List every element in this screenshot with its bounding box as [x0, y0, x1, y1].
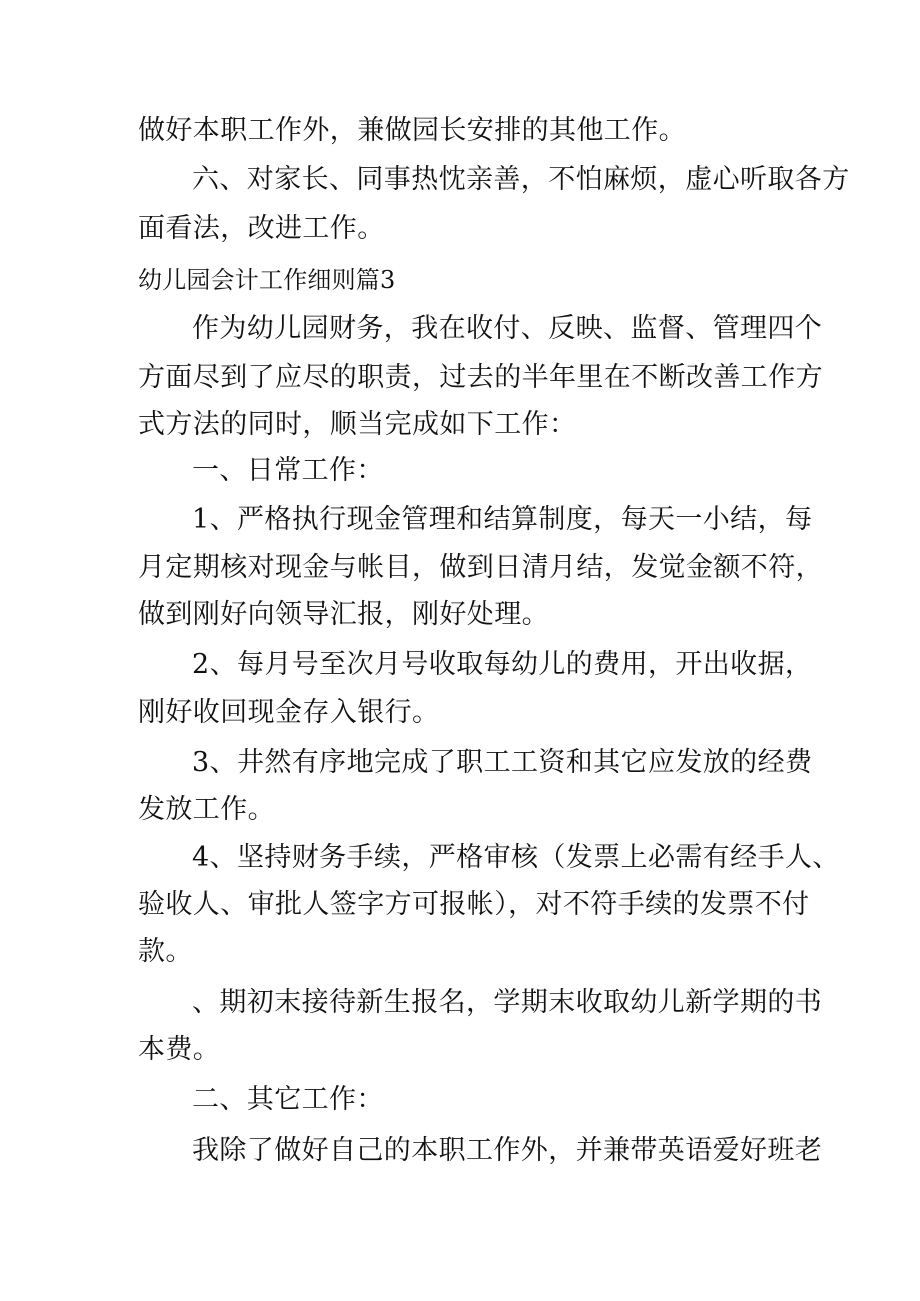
text-line: 款。 — [138, 936, 193, 967]
section-heading: 幼儿园会计工作细则篇3 — [138, 266, 396, 294]
text-line: 4、坚持财务手续，严格审核（发票上必需有经手人、 — [192, 842, 840, 873]
text-line: 作为幼儿园财务，我在收付、反映、监督、管理四个 — [192, 313, 823, 344]
text-line: 式方法的同时，顺当完成如下工作： — [138, 409, 577, 440]
text-line: 1、严格执行现金管理和结算制度，每天一小结，每 — [192, 504, 813, 535]
text-line: 3、井然有序地完成了职工工资和其它应发放的经费 — [192, 747, 813, 778]
text-line: 方面尽到了应尽的职责，过去的半年里在不断改善工作方 — [138, 362, 823, 393]
text-line: 六、对家长、同事热忱亲善，不怕麻烦，虚心听取各方 — [192, 164, 850, 195]
text-line: 、期初末接待新生报名，学期末收取幼儿新学期的书 — [192, 987, 823, 1018]
text-line: 做到刚好向领导汇报，刚好处理。 — [138, 599, 549, 630]
text-line: 做好本职工作外，兼做园长安排的其他工作。 — [138, 115, 686, 146]
text-line: 本费。 — [138, 1034, 221, 1065]
text-line: 月定期核对现金与帐目，做到日清月结，发觉金额不符， — [138, 552, 823, 583]
text-line: 验收人、审批人签字方可报帐），对不符手续的发票不付 — [138, 889, 810, 920]
text-line: 刚好收回现金存入银行。 — [138, 697, 440, 728]
text-line: 我除了做好自己的本职工作外，并兼带英语爱好班老 — [192, 1135, 823, 1166]
text-line: 发放工作。 — [138, 794, 275, 825]
text-line: 2、每月号至次月号收取每幼儿的费用，开出收据， — [192, 649, 813, 680]
text-line: 二、其它工作： — [192, 1084, 384, 1115]
text-line: 一、日常工作： — [192, 455, 384, 486]
text-line: 面看法，改进工作。 — [138, 213, 385, 244]
